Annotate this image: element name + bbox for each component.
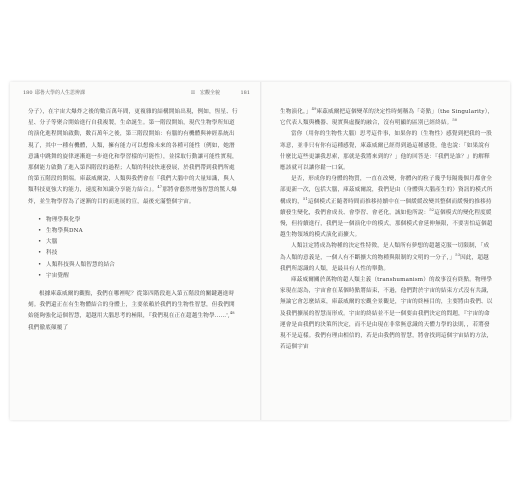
footnote-ref: 47: [157, 185, 163, 190]
footnote-ref: 53: [455, 252, 461, 257]
list-item: • 物理學與化學: [28, 215, 240, 226]
footnote-ref: 52: [429, 207, 435, 212]
footnote-ref: 51: [302, 196, 308, 201]
right-page-number: 181: [240, 90, 250, 96]
bullet-icon: •: [38, 261, 42, 268]
footnote-ref: 48: [229, 311, 235, 316]
stages-list: [28, 215, 240, 282]
left-paragraph-2: 根據庫茲威爾的觀點，我們在哪裡呢？從第四階段進入第五階段的關鍵邁進時刻。我們還正在有生物體結合的身體上，主要依賴於我們的生物性智慧，但我們開始能夠強化這個智慧，超越用大腦思考的極限，『我們現在正在超越生物學……',$^{48}$我們徹底顛覆了: [28, 291, 235, 331]
list-item: • 宇宙覺醒: [28, 271, 240, 282]
right-page-body: [280, 107, 494, 353]
right-paragraph-3: 是否，形成你的身體的物質，一直在改變，你體內的粒子幾乎每隔幾個月都會全部更新一次，包括大腦，庫茲威爾說，我們是由（身體與大腦產生的）資訊的模式所構成的，$^{51}$這個模式正隨著時間而推移持續中在一個緩緩改變其整個而緩慢的推移持續發生變化，我們會成長、會學習、會老化，誠如他所說：$^{52}$這個模式的變化程度緩慢，但持續進行，我們是一個演化中的模式，那個模式會延伸無限，不要害怕這個超越生物領域的模式演化而擴大。: [280, 176, 493, 239]
right-paragraph-2: 當你（用你的生物性大腦）思考這件事，如果你的（生物性）感覺到把我的一股寒意，並非只有你有這種感覺，庫茲威爾已經得到過這種感覺，他也說：「如果說有什麼比這些更讓我思索，那就是我將來到的？」他的回答是：『我們是誰？』的解釋應該就可以讓你鬆一口氣。: [280, 131, 493, 172]
left-page: [10, 82, 258, 420]
list-item: • 人類科技與人類智慧的結合: [28, 260, 240, 271]
bullet-icon: •: [38, 250, 42, 257]
left-paragraph-1: 分子），在宇宙大爆炸之後的數百萬年間，更複雜的結構開始出現，例如，恆星、行星、分子等聚合開始進行自我複製，生命誕生。第一階段開始，現代生物學所知道的演化進程開始啟動，數百萬年之後，第三階段開始：有腦的有機體與神經系統出現了，其中一種有機體，人類，擁有能力可以想像未來的各種可能性（例如，她潛意識中跳舞的旋律逐漸進一步進化和學習樣的可能性），並採取行動讓可能性實現，那個能力啟動了進入第四階段的過程；人類的科技快速發展，於我們帶到我們所處的第五階段的開端。庫茲威爾說，人類與我們會在『我們大腦中的大量知識，與人類科技更強大的能力，速度和知識分享能力結合』。$^{47}$那將會藝然增強智慧的驚人爆炸，並生物學習為了逐漸的目的而進展的宣，最後充滿整個宇宙。: [28, 109, 238, 205]
footnote-ref: 49: [311, 107, 317, 112]
list-item: • 大腦: [28, 237, 240, 248]
right-paragraph-1: 生物演化，」$^{49}$庫茲威爾把這個變革的決定性時刻稱為「奇點」（the Singularity），它代表人類與機器、現實與虛擬的融合，沒有明顯的區別已經終結。$^{50}$: [280, 107, 494, 127]
left-page-number: 180: [23, 90, 33, 96]
book-title-header: 耶魯大學的人生思辨課: [35, 90, 86, 96]
right-paragraph-5: 庫茲威爾關於萬物的超人類主義（transhumanism）的故事沒有終點。物理學家現在認為，宇宙會在某個時點將結束，不過，他們對於宇宙的結束方式沒有共識，無論它會怎麼結束，庫茲威爾的宏觀全景觀是，宇宙的終極目的，主要將由我們、以及我們擴展的智慧而形成。宇宙的終結並不是一個要由我們決定的問題，『宇宙的命運會是由我們的決策所決定，而不是由現在非常無意識的天體力學的法則，，若將發現不是這樣。我們有理由相信的，若是由我們的智慧，將會找到這個宇宙結的方法，若這個宇宙: [280, 277, 493, 351]
bullet-icon: •: [38, 239, 42, 246]
left-page-body: [28, 107, 240, 334]
chapter-header: II 宏觀全貌: [191, 90, 220, 96]
list-item: • 生物學與DNA: [28, 226, 240, 237]
bullet-icon: •: [38, 228, 42, 235]
book-spread: [10, 82, 510, 420]
list-item: • 科技: [28, 248, 240, 259]
bullet-icon: •: [38, 272, 42, 279]
bullet-icon: •: [38, 216, 42, 223]
footnote-ref: 50: [452, 118, 458, 123]
right-paragraph-4: 人類註定將成為物種的決定性特徵，是人類所有夢想的超越克服一切限制，「成為人類的意義是，一個人有不斷擴大的物種與限制的文明的一分子，」$^{53}$因此，超越我們所認識的人類，是最具有人性的舉動。: [280, 243, 490, 272]
